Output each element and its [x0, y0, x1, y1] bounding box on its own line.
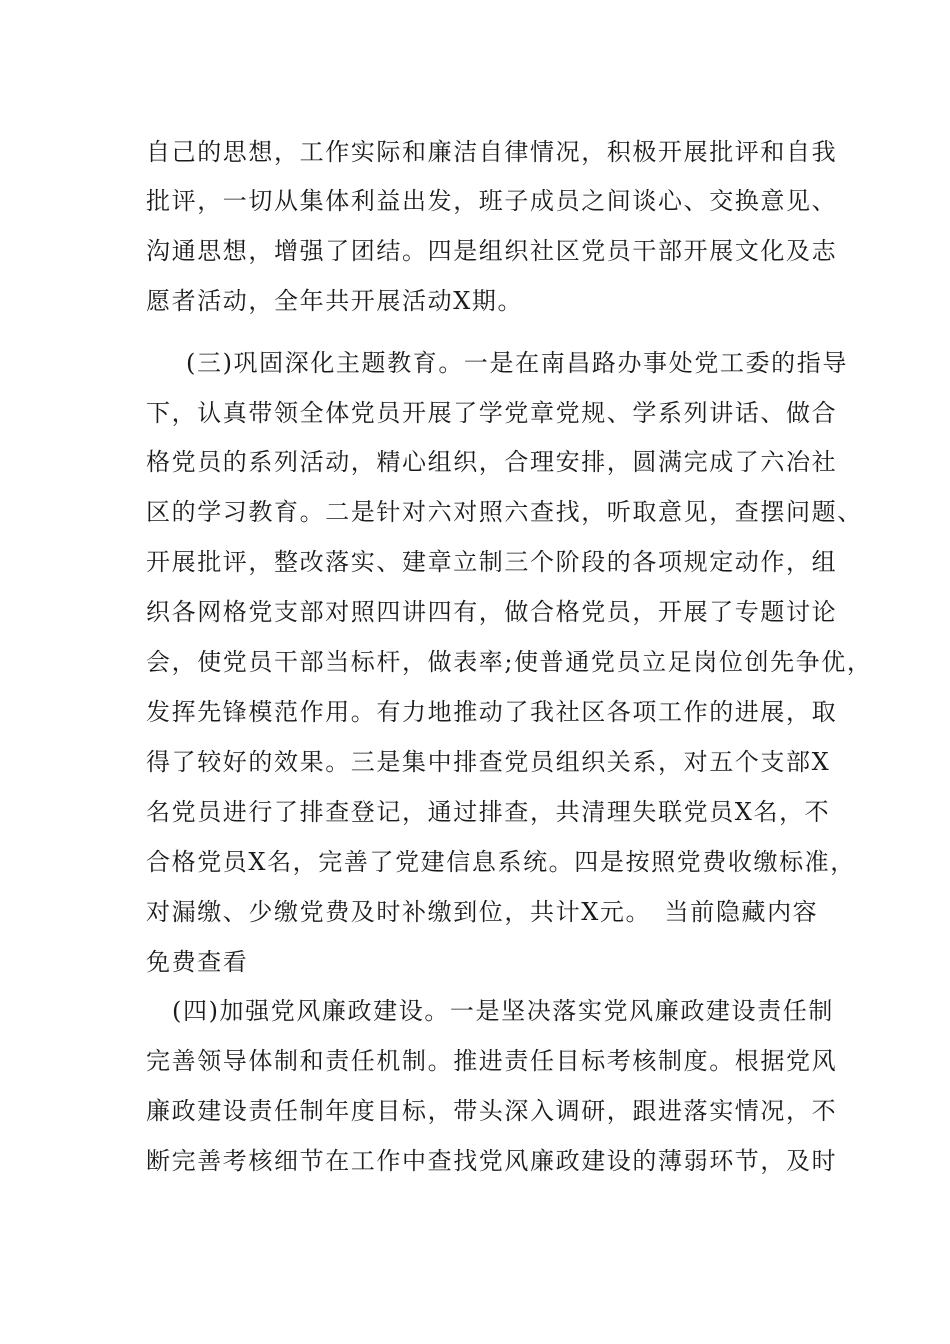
text-line: 会，使党员干部当标杆，做表率;使普通党员立足岗位创先争优， [146, 648, 873, 676]
text-line: 廉政建设责任制年度目标，带头深入调研，跟进落实情况，不 [146, 1097, 838, 1125]
text-line: 开展批评，整改落实、建章立制三个阶段的各项规定动作，组 [146, 548, 838, 576]
text-line: 发挥先锋模范作用。有力地推动了我社区各项工作的进展，取 [146, 698, 838, 726]
text-line: 愿者活动，全年共开展活动X期。 [146, 287, 524, 315]
text-line: 下，认真带领全体党员开展了学党章党规、学系列讲话、做合 [146, 399, 838, 427]
text-line: 批评，一切从集体利益出发，班子成员之间谈心、交换意见、 [146, 187, 838, 215]
text-line: 格党员的系列活动，精心组织，合理安排，圆满完成了六冶社 [146, 448, 838, 476]
text-line: 完善领导体制和责任机制。推进责任目标考核制度。根据党风 [146, 1047, 838, 1075]
text-line: 区的学习教育。二是针对六对照六查找，听取意见，查摆问题、 [146, 498, 863, 526]
section-heading-line: (三)巩固深化主题教育。一是在南昌路办事处党工委的指导 [186, 349, 848, 377]
text-line: 断完善考核细节在工作中查找党风廉政建设的薄弱环节，及时 [146, 1147, 838, 1175]
text-line: 织各网格党支部对照四讲四有，做合格党员，开展了专题讨论 [146, 598, 838, 626]
text-line: 自己的思想，工作实际和廉洁自律情况，积极开展批评和自我 [146, 138, 838, 166]
section-heading-line: (四)加强党风廉政建设。一是坚决落实党风廉政建设责任制 [172, 997, 834, 1025]
text-line: 名党员进行了排查登记，通过排查，共清理失联党员X名，不 [146, 798, 831, 826]
text-line: 对漏缴、少缴党费及时补缴到位，共计X元。 当前隐藏内容 [146, 898, 819, 926]
text-line: 免费查看 [146, 948, 249, 976]
text-line: 沟通思想，增强了团结。四是组织社区党员干部开展文化及志 [146, 237, 838, 265]
text-line: 得了较好的效果。三是集中排查党员组织关系，对五个支部X [146, 748, 831, 776]
text-line: 合格党员X名，完善了党建信息系统。四是按照党费收缴标准， [146, 848, 856, 876]
